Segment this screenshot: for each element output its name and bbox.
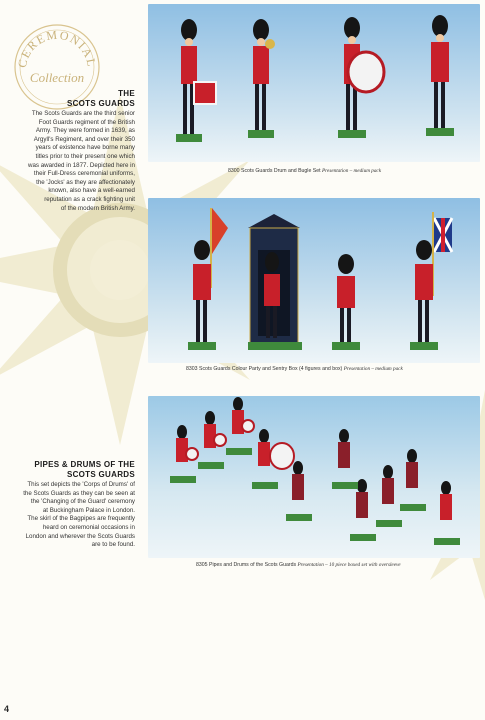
desc-line: the 'Jocks' as they are affectionately [36, 178, 135, 186]
caption-presentation: Presentation – medium pack [322, 168, 382, 174]
scots-guards-title-line2: SCOTS GUARDS [66, 99, 135, 108]
caption-main: 8305 Pipes and Drums of the Scots Guards [196, 562, 297, 568]
scots-guards-title-line1: THE [118, 89, 135, 98]
desc-line: known, also have a well-earned [48, 187, 135, 195]
caption-8303 [186, 366, 403, 372]
desc-line: This set depicts the 'Corps of Drums' of [27, 481, 135, 488]
desc-line: The Scots Guards are the third senior [31, 110, 135, 117]
desc-line: are to be found. [91, 541, 135, 549]
desc-line: their Full-Dress ceremonial uniforms, [33, 170, 135, 178]
scots-guards-description [18, 110, 135, 213]
desc-line: titles prior to their present one which [35, 152, 135, 160]
caption-8305 [196, 562, 401, 568]
photo-colour-party-and-sentry-box [148, 198, 480, 363]
desc-line: heard on ceremonial occasions in [42, 523, 135, 531]
pipes-drums-title [34, 460, 135, 480]
desc-line: of the modern British Army. [60, 204, 135, 212]
page-number: 4 [4, 704, 10, 714]
desc-line: at Buckingham Palace in London. [42, 506, 135, 514]
svg-text:CEREMONIAL [15, 28, 99, 69]
desc-line: Argyll's Regiment, and over their 350 [33, 135, 135, 143]
desc-line: reputation as a crack fighting unit [44, 195, 135, 203]
sentry-box [248, 214, 302, 350]
pipes-drums-title-line1: PIPES & DRUMS OF THE [34, 460, 135, 469]
desc-line: Foot Guards regiment of the British [38, 118, 135, 126]
photo-drum-and-bugle-set [148, 4, 480, 162]
desc-line: was awarded in 1877. Depicted here in [28, 161, 135, 169]
caption-8300 [228, 168, 381, 174]
caption-presentation: Presentation – 10 piece boxed set with oversleeve [297, 562, 401, 568]
badge-line2: Collection [29, 70, 85, 85]
caption-main: 8300 Scots Guards Drum and Bugle Set [228, 168, 321, 174]
pipes-drums-description [8, 481, 135, 550]
pipes-drums-title-line2: SCOTS GUARDS [66, 470, 135, 479]
scots-guards-title [67, 89, 135, 109]
desc-line: years of existence have borne many [35, 144, 135, 152]
desc-line: London and wherever the Scots Guards [25, 532, 135, 540]
desc-line: The skirl of the Bagpipes are frequently [27, 515, 135, 523]
desc-line: Army. They were formed in 1639, as [35, 127, 135, 135]
caption-presentation: Presentation – medium pack [343, 366, 403, 372]
photo-pipes-and-drums [148, 396, 480, 558]
caption-main: 8303 Scots Guards Colour Party and Sentry Box (4 figures and box) [186, 366, 343, 372]
badge-line1: CEREMONIAL [14, 27, 100, 69]
desc-line: the Scots Guards as they can be seen at [23, 489, 135, 497]
desc-line: the 'Changing of the Guard' ceremony [30, 498, 135, 506]
